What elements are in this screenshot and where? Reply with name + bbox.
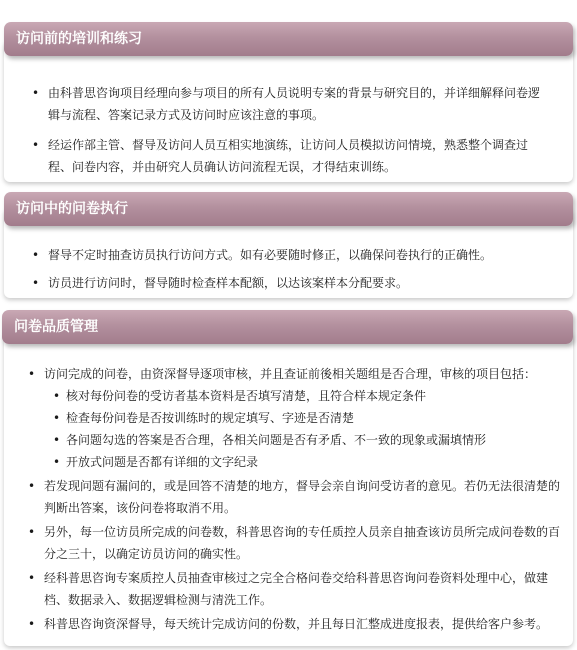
- section-header-during-interview: [4, 192, 573, 226]
- bullet-list: [0, 82, 577, 178]
- list-item-text: 检查每份问卷是否按训练时的规定填写、字迹是否清楚: [66, 411, 355, 425]
- list-item-text: 访问完成的问卷，由资深督导逐项审核，并且查证前後相关题组是否合理，审核的项目包括：: [44, 367, 537, 381]
- list-item: [44, 475, 564, 519]
- list-item: [44, 521, 564, 565]
- list-item-text: 核对每份问卷的受访者基本资料是否填写清楚，且符合样本规定条件: [66, 389, 427, 403]
- list-item: [48, 272, 558, 294]
- bullet-list: [0, 244, 577, 294]
- section-title: 访问中的问卷执行: [16, 201, 128, 217]
- section-title: 问卷品质管理: [14, 319, 98, 335]
- list-item-sub: [66, 385, 556, 407]
- list-item-text: 督导不定时抽查访员执行访问方式。如有必要随时修正，以确保问卷执行的正确性。: [48, 248, 493, 262]
- bullet-list: [0, 363, 577, 635]
- list-item-sub: [66, 451, 556, 473]
- section-header-quality-control: [2, 310, 573, 344]
- list-item-sub: [66, 429, 556, 451]
- list-item: [44, 567, 564, 611]
- list-item: [44, 363, 569, 385]
- list-item-text: 访员进行访问时，督导随时检查样本配额，以达该案样本分配要求。: [48, 276, 409, 290]
- list-item: [44, 613, 564, 635]
- list-item: [48, 134, 548, 178]
- list-item: [48, 244, 558, 266]
- list-item: [48, 82, 548, 126]
- list-item-sub: [66, 407, 556, 429]
- list-item-text: 各问题勾选的答案是否合理，各相关问题是否有矛盾、不一致的现象或漏填情形: [66, 433, 487, 447]
- list-item-text: 若发现问题有漏问的，或是回答不清楚的地方，督导会亲自询问受访者的意见。若仍无法很清楚的判断出答案，该份问卷将取消不用。: [44, 479, 561, 515]
- list-item-text: 经科普思咨询专案质控人员抽查审核过之完全合格问卷交给科普思咨询问卷资料处理中心，做建档、数据录入、数据逻辑检测与清洗工作。: [44, 571, 549, 607]
- list-item-text: 另外，每一位访员所完成的问卷数，科普思咨询的专任质控人员亲自抽查该访员所完成问卷数的百分之三十，以确定访员访问的确实性。: [44, 525, 561, 561]
- section-title: 访问前的培训和练习: [16, 31, 142, 47]
- section-header-pre-interview: [4, 22, 573, 56]
- list-item-text: 由科普思咨询项目经理向参与项目的所有人员说明专案的背景与研究目的，并详细解释问卷逻辑与流程、答案记录方式及访问时应该注意的事项。: [48, 86, 541, 122]
- list-item-text: 科普思咨询资深督导，每天统计完成访问的份数，并且每日汇整成进度报表，提供给客户参考。: [44, 617, 549, 631]
- list-item-text: 经运作部主管、督导及访问人员互相实地演练，让访问人员模拟访问情境，熟悉整个调查过程、问卷内容，并由研究人员确认访问流程无误，才得结束训练。: [48, 138, 529, 174]
- list-item-text: 开放式问题是否都有详细的文字纪录: [66, 455, 259, 469]
